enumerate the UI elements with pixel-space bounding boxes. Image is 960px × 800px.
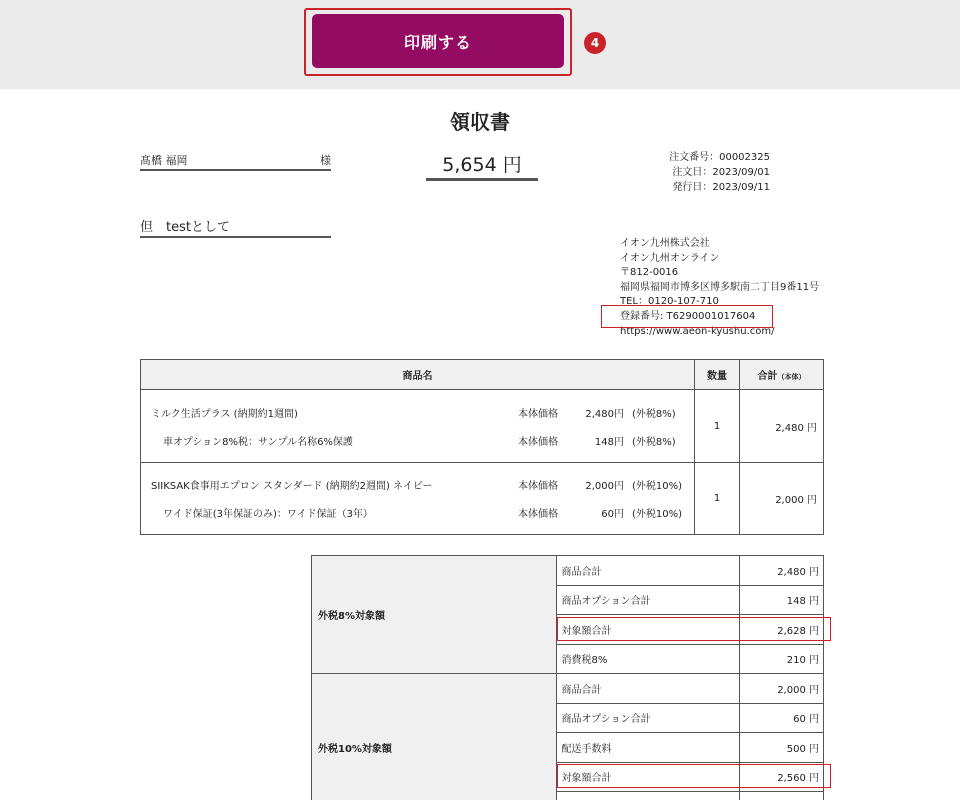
receipt-amount: 5,654 円 (426, 150, 538, 181)
store-name: イオン九州オンライン (620, 252, 720, 264)
order-date: 注文日：2023/09/01 (672, 167, 770, 178)
tax-group-8-label: 外税8%対象額 (312, 556, 557, 674)
target-total-8-highlight (557, 617, 831, 641)
summary-value: 2,000 円 (740, 674, 824, 704)
tax-type: (外税10%) (632, 509, 683, 520)
price-label: 本体価格 (518, 436, 558, 448)
summary-value: 60 円 (740, 703, 824, 733)
summary-label (557, 792, 740, 800)
summary-value: 210 円 (740, 644, 824, 674)
summary-label: 対象額合計 (557, 615, 740, 645)
item-price: 2,000円 (585, 481, 624, 492)
summary-label: 商品合計 (557, 556, 740, 586)
order-meta (620, 150, 770, 195)
summary-label: 商品オプション合計 (557, 585, 740, 615)
tax-group-10-label: 外税10%対象額 (312, 674, 557, 800)
summary-value: 148 円 (740, 585, 824, 615)
item-line (151, 471, 684, 499)
item-price: 2,480円 (585, 408, 624, 420)
tax-type: (外税8%) (632, 436, 676, 448)
recipient-field (140, 152, 331, 171)
item-option-line (151, 499, 684, 527)
summary-value: 2,560 円 (740, 762, 824, 792)
target-total-10-highlight (557, 764, 831, 788)
option-price: 60円 (601, 509, 624, 520)
summary-value (740, 792, 824, 800)
summary-label: 消費税8% (557, 644, 740, 674)
item-quantity: 1 (695, 463, 740, 535)
price-label: 本体価格 (518, 509, 558, 520)
summary-value: 2,480 円 (740, 556, 824, 586)
table-row (141, 463, 824, 535)
item-name: ミルク生活プラス (納期約1週間) (151, 408, 298, 420)
receipt-title: 領収書 (450, 110, 510, 134)
company-address: 福岡県福岡市博多区博多駅南二丁目9番11号 (620, 281, 820, 293)
summary-label: 商品合計 (557, 674, 740, 704)
items-table-header (141, 360, 824, 390)
table-row (141, 390, 824, 463)
summary-value: 500 円 (740, 733, 824, 763)
recipient-name: 髙橋 福岡 (140, 154, 188, 167)
header-total-note: （本体） (777, 373, 806, 381)
header-total-label: 合計 (757, 371, 778, 382)
item-option-line (151, 426, 684, 454)
item-total: 2,000 円 (740, 463, 824, 535)
recipient-honorific: 様 (320, 154, 331, 167)
table-row (312, 556, 824, 586)
summary-label: 対象額合計 (557, 762, 740, 792)
header-total (740, 360, 824, 390)
table-row (312, 674, 824, 704)
receipt-purpose: 但 testとして (140, 216, 331, 238)
item-cell (141, 463, 695, 535)
company-url: https://www.aeon-kyushu.com/ (620, 325, 775, 337)
registration-number-highlight (601, 305, 773, 328)
tax-type: (外税8%) (632, 408, 676, 420)
registration-number: 登録番号: T6290001017604 (620, 310, 756, 322)
option-name: 車オプション8%税：サンプル名称6%保護 (163, 436, 353, 448)
items-table (140, 359, 824, 535)
step-number-badge: 4 (584, 32, 606, 54)
tax-type: (外税10%) (632, 481, 683, 492)
item-quantity: 1 (695, 390, 740, 463)
option-name: ワイド保証(3年保証のみ)：ワイド保証（3年） (163, 509, 373, 520)
item-line (151, 398, 684, 426)
header-product-name: 商品名 (141, 360, 695, 390)
price-label: 本体価格 (518, 481, 558, 492)
item-total: 2,480 円 (740, 390, 824, 463)
summary-label: 配送手数料 (557, 733, 740, 763)
price-label: 本体価格 (518, 408, 558, 420)
issue-date: 発行日：2023/09/11 (672, 182, 770, 193)
company-phone: TEL：0120-107-710 (620, 296, 719, 308)
summary-label: 商品オプション合計 (557, 703, 740, 733)
postal-code: 〒812-0016 (620, 267, 679, 279)
company-name: イオン九州株式会社 (620, 238, 710, 249)
order-number: 注文番号：00002325 (669, 152, 770, 163)
header-quantity: 数量 (695, 360, 740, 390)
summary-value: 2,628 円 (740, 615, 824, 645)
item-name: SIIKSAK食事用エプロン スタンダード (納期約2週間) ネイビー (151, 481, 433, 492)
print-button[interactable]: 印刷する (312, 14, 564, 68)
option-price: 148円 (594, 436, 624, 448)
item-cell (141, 390, 695, 463)
